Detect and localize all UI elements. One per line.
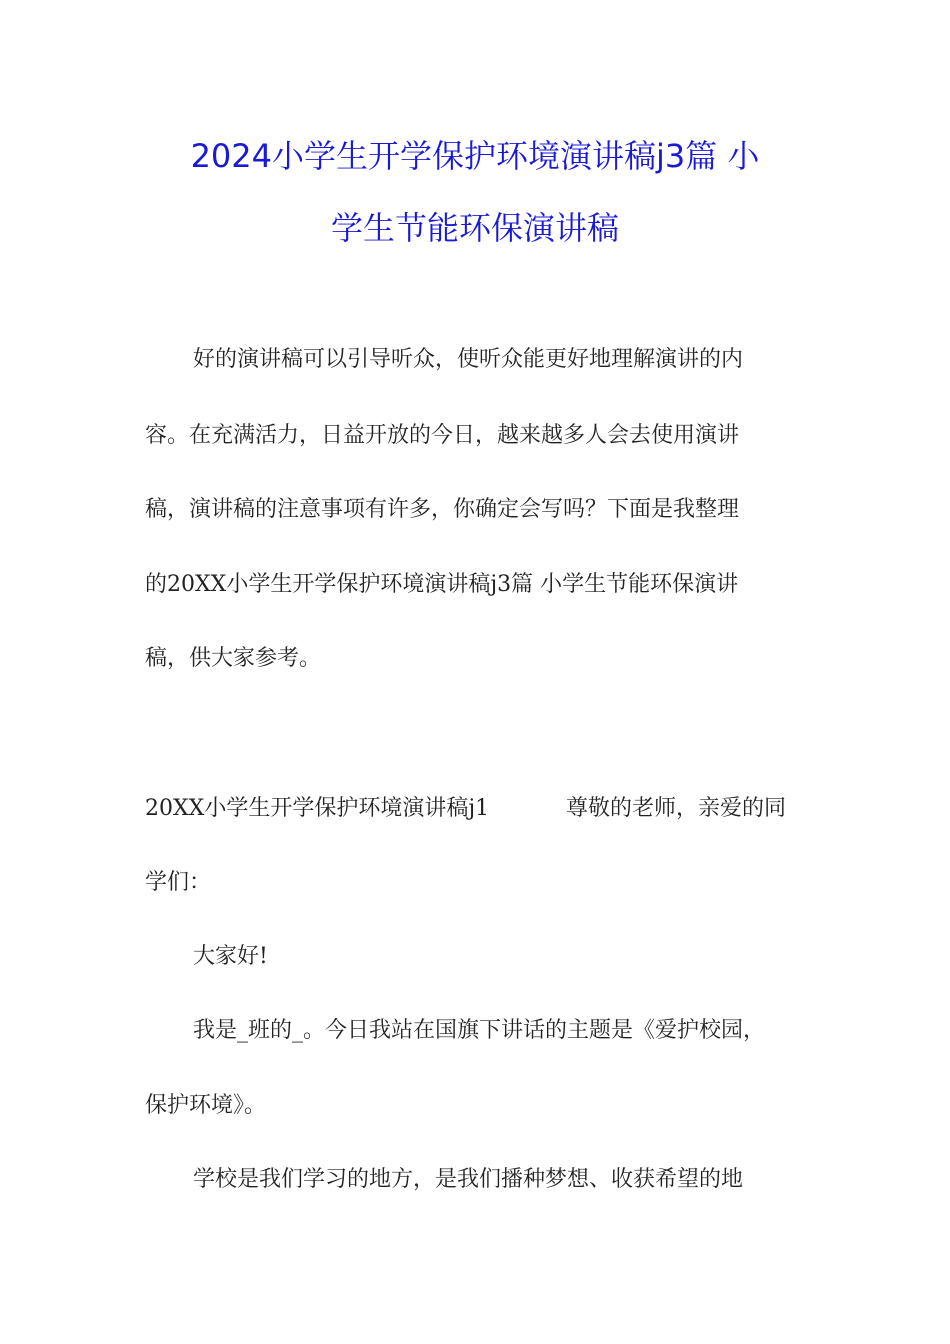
- intro-paragraph-line: 好的演讲稿可以引导听众，使听众能更好地理解演讲的内: [193, 347, 744, 372]
- intro-paragraph-line: 容。在充满活力，日益开放的今日，越来越多人会去使用演讲: [145, 423, 740, 448]
- intro-paragraph-line: 稿，供大家参考。: [145, 646, 322, 671]
- document-title-line-2: 学生节能环保演讲稿: [330, 209, 619, 247]
- salutation-continued: 学们：: [145, 870, 212, 895]
- salutation: 尊敬的老师，亲爱的同: [566, 796, 787, 821]
- speech-intro-line: 保护环境》。: [145, 1093, 267, 1118]
- intro-paragraph-line: 的20XX小学生开学保护环境演讲稿j3篇 小学生节能环保演讲: [145, 572, 739, 597]
- greeting: 大家好!: [193, 944, 268, 969]
- school-paragraph-line: 学校是我们学习的地方，是我们播种梦想、收获希望的地: [193, 1167, 744, 1192]
- speech-intro-line: 我是_班的_。今日我站在国旗下讲话的主题是《爱护校园，: [193, 1018, 766, 1043]
- document-title-line-1: 2024小学生开学保护环境演讲稿j3篇 小: [190, 137, 760, 175]
- section-heading: 20XX小学生开学保护环境演讲稿j1: [145, 796, 490, 821]
- intro-paragraph-line: 稿，演讲稿的注意事项有许多，你确定会写吗？下面是我整理: [145, 497, 740, 522]
